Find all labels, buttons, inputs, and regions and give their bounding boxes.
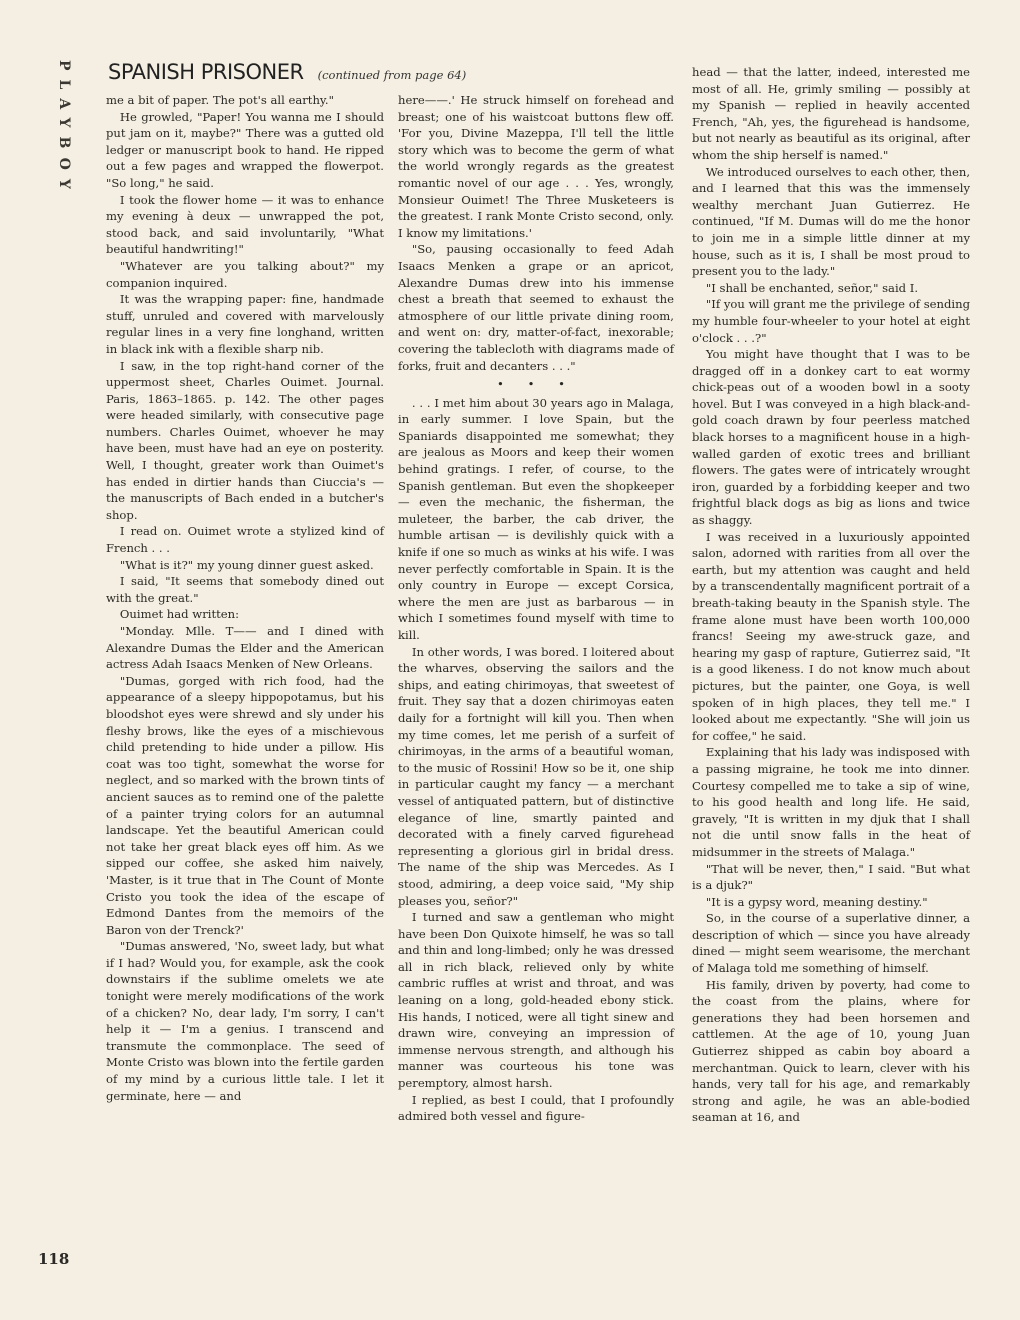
article-title: SPANISH PRISONER	[108, 60, 304, 84]
paragraph: I saw, in the top right-hand corner of the uppermost sheet, Charles Ouimet. Journal. Paris, 1863–1865. p. 142. The other pages were headed similarly, with consecutive page numbers. Charles Ouimet, whoever he may have been, must have had an eye on posterity. Well, I thought, greater work than Ouimet's has ended in dirtier hands than Ciuccia's — the manuscripts of Bach ended in a butcher's shop.	[106, 358, 384, 522]
paragraph: You might have thought that I was to be dragged off in a donkey cart to eat wormy chick-peas out of a wooden bowl in a sooty hovel. But I was conveyed in a high black-and-gold coach drawn by four peerless matched black horses to a magnificent house in a high-walled garden of exotic trees and brilliant flowers. The gates were of intricately wrought iron, guarded by a forbidding keeper and two frightful black dogs as big as lions and twice as shaggy.	[692, 347, 970, 528]
paragraph: "It is a gypsy word, meaning destiny."	[705, 894, 928, 909]
paragraph: I replied, as best I could, that I profoundly admired both vessel and figure-	[398, 1092, 674, 1124]
magazine-name-label: PLAYBOY	[56, 60, 72, 198]
paragraph: head — that the latter, indeed, interested me most of all. He, grimly smiling — possibly at my Spanish — replied in heavily accented French, "Ah, yes, the figurehead is handsome, but not nearly as beautiful as its original, after whom the ship herself is named."	[692, 65, 970, 162]
paragraph: It was the wrapping paper: fine, handmade stuff, unruled and covered with marvelously regular lines in a very fine longhand, written in black ink with a flexible sharp nib.	[106, 292, 384, 356]
paragraph: Ouimet had written:	[119, 607, 239, 622]
paragraph: In other words, I was bored. I loitered about the wharves, observing the sailors and the ships, and eating chirimoyas, that sweetest of fruit. They say that a dozen chirimoyas eaten daily for a fortnight will kill you. Then when my time comes, let me perish of a surfeit of chirimoyas, in the arms of a beautiful woman, to the music of Rossini! How so be it, one ship in particular caught my fancy — a merchant vessel of antiquated pattern, but of distinctive elegance of line, smartly painted and decorated with a finely carved figurehead representing a glorious girl in bridal dress. The name of the ship was Mercedes. As I stood, admiring, a deep voice said, "My ship pleases you, señor?"	[398, 644, 674, 908]
paragraph: Explaining that his lady was indisposed with a passing migraine, he took me into dinner. Courtesy compelled me to take a sip of wine, to his good health and long life. He said, gravely, "It is written in my djuk that I shall not die until snow falls in the heat of midsummer in the streets of Malaga."	[692, 745, 970, 859]
paragraph: We introduced ourselves to each other, then, and I learned that this was the immensely wealthy merchant Juan Gutierrez. He continued, "If M. Dumas will do me the honor to join me in a simple little dinner at my house, such as it is, I shall be most proud to present you to the lady."	[692, 164, 970, 279]
paragraph: "If you will grant me the privilege of sending my humble four-wheeler to your hotel at eight o'clock . . .?"	[692, 297, 970, 345]
paragraph: "What is it?" my young dinner guest asked.	[119, 557, 374, 572]
paragraph: "Monday. Mlle. T—— and I dined with Alexandre Dumas the Elder and the American actress Adah Isaacs Menken of New Orleans.	[106, 624, 384, 672]
paragraph: I turned and saw a gentleman who might have been Don Quixote himself, he was so tall and thin and long-limbed; only he was dressed all in rich black, relieved only by white cambric ruffles at wrist and throat, and was leaning on a long, gold-headed ebony stick. His hands, I noticed, were all tight sinew and drawn wire, conveying an impression of immense nervous strength, and although his manner was courteous his tone was peremptory, almost harsh.	[398, 910, 674, 1091]
paragraph: here——.' He struck himself on forehead and breast; one of his waistcoat buttons flew off. 'For you, Divine Mazeppa, I'll tell the little story which was to become the germ of what the world wrongly regards as the greatest romantic novel of our age . . . Yes, wrongly, Monsieur Ouimet! The Three Musketeers is the greatest. I rank Monte Cristo second, only. I know my limitations.'	[398, 93, 674, 240]
text-column-2	[398, 92, 674, 1125]
page-number: 118	[38, 1250, 70, 1268]
paragraph: I took the flower home — it was to enhance my evening à deux — unwrapped the pot, stood back, and said involuntarily, "What beautiful handwriting!"	[106, 192, 384, 257]
paragraph: "I shall be enchanted, señor," said I.	[705, 280, 919, 295]
paragraph: "So, pausing occasionally to feed Adah Isaacs Menken a grape or an apricot, Alexandre Dumas drew into his immense chest a breath that seemed to exhaust the atmosphere of our little private dining room, and went on: dry, matter-of-fact, inexorable; covering the tablecloth with diagrams made of forks, fruit and decanters . . ."	[398, 242, 674, 373]
paragraph: "That will be never, then," I said. "But what is a djuk?"	[692, 861, 970, 893]
paragraph: . . . I met him about 30 years ago in Malaga, in early summer. I love Spain, but the Spaniards disappointed me somewhat; they are jealous as Moors and keep their women behind gratings. I refer, of course, to the Spanish gentleman. But even the shopkeeper — even the mechanic, the fisherman, the muleteer, the barber, the cab driver, the humble artisan — is devilishly quick with a knife if one so much as winks at his wife. I was never perfectly comfortable in Spain. It is the only country in Europe — except Corsica, where the men are just as barbarous — in which I sometimes found myself with time to kill.	[398, 395, 675, 642]
paragraph: So, in the course of a superlative dinner, a description of which — since you have already dined — might seem wearisome, the merchant of Malaga told me something of himself.	[692, 911, 970, 976]
section-break: • • •	[497, 377, 575, 392]
text-column-1	[106, 92, 384, 1104]
text-column-3	[692, 64, 970, 1126]
paragraph: I was received in a luxuriously appointed salon, adorned with rarities from all over the earth, but my attention was caught and held by a transcendentally magnificent portrait of a breath-taking beauty in the Spanish style. The frame alone must have been worth 100,000 francs! Seeing my awe-struck gaze, and hearing my gasp of rapture, Gutierrez said, "It is a good likeness. I do not know much about pictures, but the painter, one Goya, is well spoken of in high places, they tell me." I looked about me expectantly. "She will join us for coffee," he said.	[692, 529, 970, 743]
continuation-note: (continued from page 64)	[317, 68, 467, 82]
paragraph: "Dumas answered, 'No, sweet lady, but what if I had? Would you, for example, ask the cook downstairs if the sublime omelets we ate tonight were merely modifications of the work of a chicken? No, dear lady, I'm sorry, I can't help it — I'm a genius. I transcend and transmute the commonplace. The seed of Monte Cristo was blown into the fertile garden of my mind by a curious little tale. I let it germinate, here — and	[106, 939, 384, 1103]
paragraph: "Whatever are you talking about?" my companion inquired.	[106, 258, 384, 290]
paragraph: me a bit of paper. The pot's all earthy."	[106, 93, 334, 107]
paragraph: His family, driven by poverty, had come to the coast from the plains, where for generations they had been horsemen and cattlemen. At the age of 10, young Juan Gutierrez shipped as cabin boy aboard a merchantman. Quick to learn, clever with his hands, very tall for his age, and remarkably strong and agile, he was an able-bodied seaman at 16, and	[692, 977, 970, 1125]
paragraph: He growled, "Paper! You wanna me I should put jam on it, maybe?" There was a gutted old ledger or manuscript book to hand. He ripped out a few pages and wrapped the flowerpot. "So long," he said.	[106, 109, 384, 190]
article-header	[108, 60, 528, 92]
paragraph: "Dumas, gorged with rich food, had the appearance of a sleepy hippopotamus, but his bloodshot eyes were shrewd and sly under his fleshy brows, like the eyes of a mischievous child pretending to hide under a pillow. His coat was too tight, somewhat the worse for neglect, and so marked with the brown tints of ancient sauces as to remind one of the palette of a painter trying colors for an autumnal landscape. Yet the beautiful American could not take her great black eyes off him. As we sipped our coffee, she asked him naively, 'Master, is it true that in The Count of Monte Cristo you took the idea of the escape of Edmond Dantes from the memoirs of the Baron von der Trenck?'	[106, 673, 384, 937]
paragraph: I said, "It seems that somebody dined out with the great."	[106, 574, 384, 605]
paragraph: I read on. Ouimet wrote a stylized kind of French . . .	[106, 524, 384, 556]
